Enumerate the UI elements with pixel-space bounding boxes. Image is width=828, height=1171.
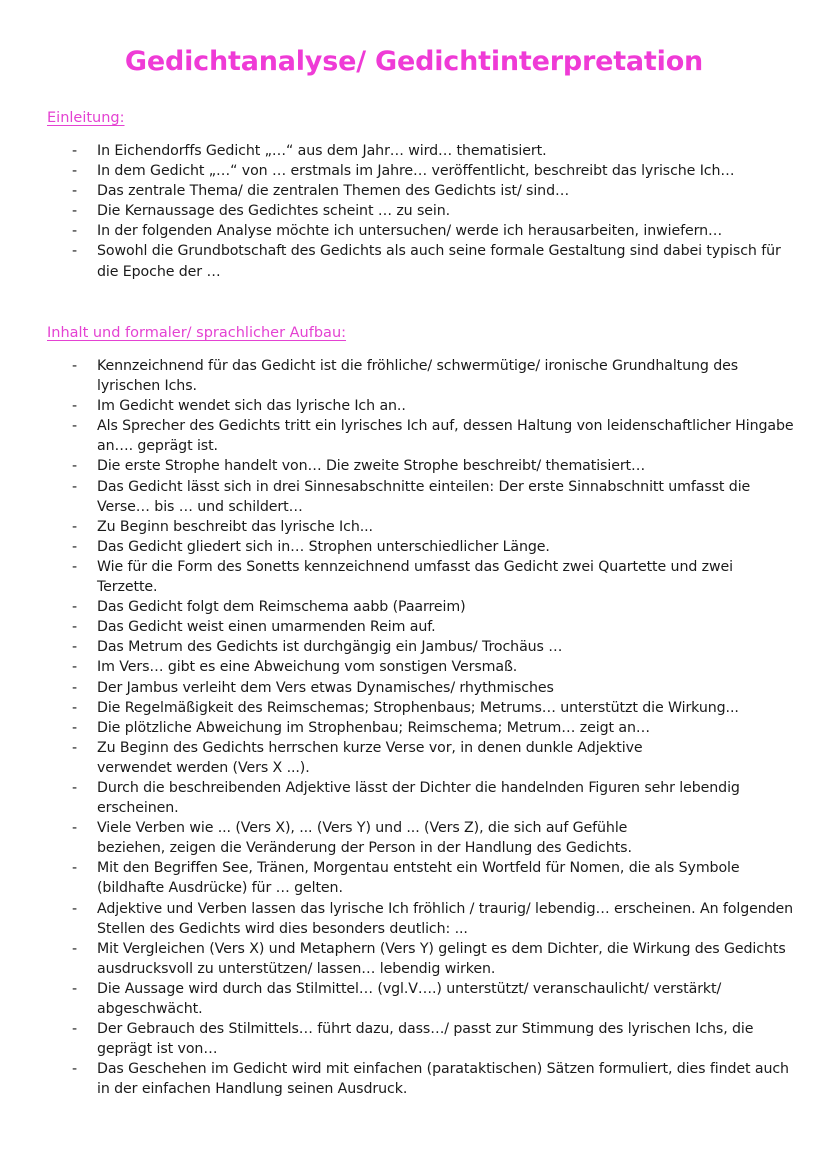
bullet-dash: - [72, 163, 78, 180]
bullet-dash: - [72, 1061, 78, 1078]
list-item [0, 698, 797, 718]
bullet-dash: - [72, 599, 78, 616]
bullet-dash: - [72, 699, 78, 716]
bullet-dash: - [72, 223, 78, 240]
list-item-text: Die Kernaussage des Gedichtes scheint … zu sein. [97, 203, 451, 220]
list-item-text: Die plötzliche Abweichung im Strophenbau; Reimschema; Metrum… zeigt an… [97, 719, 650, 736]
list-item [0, 617, 797, 637]
list-item [0, 221, 787, 241]
list-item-text: Adjektive und Verben lassen das lyrische Ich fröhlich / traurig/ lebendig… erscheinen. An folgenden Stellen des Gedichts wird dies besonders deutlich: ... [97, 900, 794, 937]
list-item [0, 201, 787, 221]
section-heading-inhalt: Inhalt und formaler/ sprachlicher Aufbau: [47, 325, 347, 341]
list-item [0, 396, 797, 416]
list-item [0, 537, 797, 557]
list-item-text: Im Gedicht wendet sich das lyrische Ich an.. [97, 398, 406, 415]
bullet-dash: - [72, 418, 78, 435]
list-item-text: In Eichendorffs Gedicht „…“ aus dem Jahr… wird… thematisiert. [97, 143, 547, 159]
list-item-text: Im Vers… gibt es eine Abweichung vom sonstigen Versmaß. [97, 659, 518, 676]
list-item [0, 517, 797, 537]
list-item-text: Mit den Begriffen See, Tränen, Morgentau entsteht ein Wortfeld für Nomen, die als Symbole (bildhafte Ausdrücke) für … gelten. [97, 860, 740, 897]
list-item [0, 718, 797, 738]
bullet-dash: - [72, 478, 78, 495]
inhalt-list [0, 356, 797, 1099]
list-item [0, 456, 797, 476]
list-item-text: Viele Verben wie ... (Vers X), ... (Vers Y) und ... (Vers Z), die sich auf Gefühle beziehen, zeigen die Veränderung der Person in der Handlung des Gedichts. [97, 820, 632, 857]
list-item-text: Zu Beginn des Gedichts herrschen kurze Verse vor, in denen dunkle Adjektive verwendet werden (Vers X ...). [97, 739, 643, 776]
bullet-dash: - [72, 900, 78, 917]
bullet-dash: - [72, 358, 78, 374]
list-item-text: Der Jambus verleiht dem Vers etwas Dynamisches/ rhythmisches [97, 679, 554, 696]
bullet-dash: - [72, 518, 78, 535]
list-item-text: Die erste Strophe handelt von… Die zweite Strophe beschreibt/ thematisiert… [97, 458, 646, 475]
list-item [0, 979, 797, 1019]
list-item-text: Zu Beginn beschreibt das lyrische Ich... [97, 518, 373, 535]
list-item [0, 241, 787, 281]
list-item-text: Das Metrum des Gedichts ist durchgängig ein Jambus/ Trochäus … [97, 639, 563, 656]
list-item-text: In dem Gedicht „…“ von … erstmals im Jahre… veröffentlicht, beschreibt das lyrische Ich… [97, 163, 735, 180]
bullet-dash: - [72, 558, 78, 575]
list-item [0, 557, 797, 597]
list-item-text: In der folgenden Analyse möchte ich untersuchen/ werde ich herausarbeiten, inwiefern… [97, 223, 723, 240]
bullet-dash: - [72, 860, 78, 877]
list-item [0, 356, 797, 396]
bullet-dash: - [72, 538, 78, 555]
list-item [0, 939, 797, 979]
list-item [0, 416, 797, 456]
list-item [0, 678, 797, 698]
bullet-dash: - [72, 679, 78, 696]
list-item [0, 1019, 797, 1059]
list-item [0, 181, 787, 201]
list-item-text: Das Gedicht folgt dem Reimschema aabb (Paarreim) [97, 599, 466, 616]
bullet-dash: - [72, 183, 78, 200]
bullet-dash: - [72, 659, 78, 676]
list-item [0, 778, 797, 818]
bullet-dash: - [72, 243, 78, 260]
list-item [0, 899, 797, 939]
list-item-text: Wie für die Form des Sonetts kennzeichnend umfasst das Gedicht zwei Quartette und zwei Terzette. [97, 558, 733, 596]
list-item-text: Das zentrale Thema/ die zentralen Themen des Gedichts ist/ sind… [97, 183, 570, 200]
list-item [0, 818, 797, 858]
list-item-text: Das Geschehen im Gedicht wird mit einfachen (parataktischen) Sätzen formuliert, dies findet auch in der einfachen Handlung seinen Ausdruck. [97, 1061, 789, 1098]
list-item [0, 161, 787, 181]
bullet-dash: - [72, 980, 78, 997]
bullet-dash: - [72, 779, 78, 796]
list-item-text: Das Gedicht gliedert sich in… Strophen unterschiedlicher Länge. [97, 538, 550, 555]
list-item [0, 657, 797, 677]
bullet-dash: - [72, 619, 78, 636]
list-item [0, 738, 797, 778]
bullet-dash: - [72, 639, 78, 656]
list-item-text: Das Gedicht lässt sich in drei Sinnesabschnitte einteilen: Der erste Sinnabschnitt umfasst die Verse… bis … und schildert… [97, 478, 751, 515]
list-item-text: Durch die beschreibenden Adjektive lässt der Dichter die handelnden Figuren sehr lebendig erscheinen. [97, 779, 740, 817]
list-item-text: Das Gedicht weist einen umarmenden Reim auf. [97, 619, 436, 636]
list-item [0, 858, 797, 898]
list-item [0, 637, 797, 657]
list-item-text: Der Gebrauch des Stilmittels… führt dazu, dass…/ passt zur Stimmung des lyrischen Ichs, die geprägt ist von… [97, 1021, 754, 1058]
bullet-dash: - [72, 820, 78, 837]
bullet-dash: - [72, 398, 78, 415]
bullet-dash: - [72, 203, 78, 220]
page-title: Gedichtanalyse/ Gedichtinterpretation [124, 46, 704, 77]
list-item [0, 141, 787, 161]
list-item [0, 477, 797, 517]
list-item-text: Kennzeichnend für das Gedicht ist die fröhliche/ schwermütige/ ironische Grundhaltung des lyrischen Ichs. [97, 358, 739, 395]
list-item-text: Die Aussage wird durch das Stilmittel… (vgl.V….) unterstützt/ veranschaulicht/ verstärkt/ abgeschwächt. [97, 980, 722, 1017]
list-item-text: Mit Vergleichen (Vers X) und Metaphern (Vers Y) gelingt es dem Dichter, die Wirkung des Gedichts ausdrucksvoll zu unterstützen/ lassen… lebendig wirken. [97, 940, 786, 977]
einleitung-list [0, 141, 787, 282]
bullet-dash: - [72, 940, 78, 957]
list-item-text: Die Regelmäßigkeit des Reimschemas; Strophenbaus; Metrums… unterstützt die Wirkung... [97, 699, 739, 716]
list-item [0, 1059, 797, 1099]
bullet-dash: - [72, 739, 78, 756]
list-item-text: Sowohl die Grundbotschaft des Gedichts als auch seine formale Gestaltung sind dabei typisch für die Epoche der … [97, 243, 781, 280]
bullet-dash: - [72, 1021, 78, 1038]
list-item [0, 597, 797, 617]
bullet-dash: - [72, 719, 78, 736]
list-item-text: Als Sprecher des Gedichts tritt ein lyrisches Ich auf, dessen Haltung von leidenschaftlicher Hingabe an…. geprägt ist. [97, 418, 794, 455]
bullet-dash: - [72, 143, 78, 159]
bullet-dash: - [72, 458, 78, 475]
section-heading-einleitung: Einleitung: [47, 110, 125, 126]
